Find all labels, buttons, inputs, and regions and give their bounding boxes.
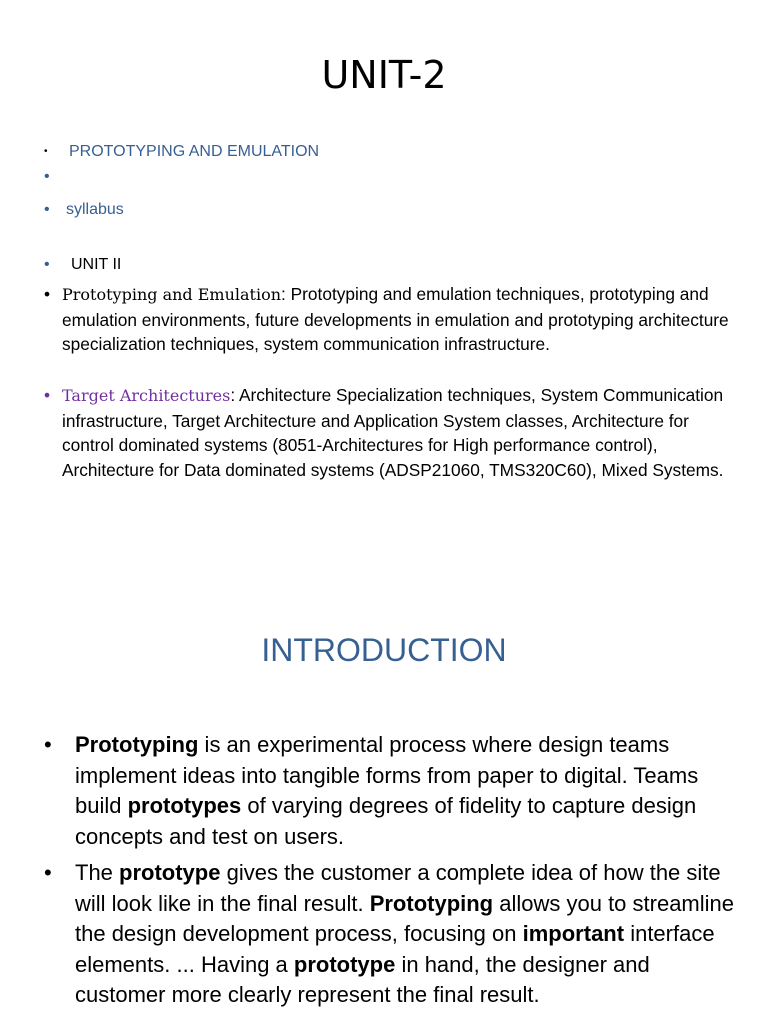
paragraph-label: Target Architectures	[62, 386, 231, 405]
text-run: of varying degrees of fidelity to capture design concepts and test on users.	[75, 793, 697, 849]
list-item-label: PROTOTYPING AND EMULATION	[69, 143, 320, 160]
bullet-dot-icon: •	[44, 256, 50, 273]
paragraph-text: : Architecture Specialization techniques, System Communication infrastructure, Target Architecture and Application System classes, Architecture for control dominated systems (8051-Architectures for High performance control), Architecture for Data dominated systems (ADSP21060, TMS320C60), Mixed Systems.	[62, 385, 724, 480]
bullet-dot-icon: •	[44, 860, 52, 885]
bold-term: prototype	[119, 860, 221, 885]
intro-bullet-prototyping	[44, 730, 734, 852]
bullet-dot-icon: •	[44, 201, 50, 218]
bullet-dot-icon: •	[44, 146, 48, 157]
text-run: The	[75, 860, 120, 885]
bold-term: Prototyping	[369, 890, 494, 916]
text-run: gives the customer a complete idea of how the site will look like in the final result.	[75, 860, 721, 916]
bullet-dot-icon: •	[44, 168, 50, 185]
bullet-dot-icon: •	[44, 284, 51, 304]
text-run: in hand, the designer and customer more clearly represent the final result.	[75, 951, 650, 1008]
bold-term: important	[522, 921, 625, 947]
text-run: interface elements. ... Having a	[75, 921, 715, 977]
slide-introduction	[0, 580, 768, 1024]
bullet-dot-icon: •	[44, 732, 52, 757]
list-item-syllabus	[44, 199, 728, 221]
syllabus-paragraph-prototyping	[44, 282, 734, 357]
syllabus-paragraph-target	[44, 383, 734, 482]
list-item-label: syllabus	[66, 201, 124, 218]
intro-bullet-prototype	[44, 858, 734, 1011]
slide-title: UNIT-2	[321, 53, 447, 97]
bold-term: Prototyping	[75, 732, 199, 757]
bullet-dot-icon: •	[44, 385, 51, 405]
paragraph-label: Prototyping and Emulation	[62, 285, 282, 304]
text-run: allows you to streamline the design development process, focusing on	[75, 890, 735, 947]
text-run: is an experimental process where design teams implement ideas into tangible forms from paper to digital. Teams build	[75, 732, 699, 819]
list-item-label: UNIT II	[71, 256, 122, 273]
bold-term: prototypes	[127, 793, 242, 819]
paragraph-text: : Prototyping and emulation techniques, prototyping and emulation environments, future developments in emulation and prototyping architecture specialization techniques, system communication infrastructure.	[62, 284, 729, 354]
list-item-prototyping-heading	[44, 141, 728, 163]
bold-term: prototype	[293, 951, 396, 977]
list-item-unit-ii	[44, 254, 728, 276]
slide-title: INTRODUCTION	[261, 632, 507, 668]
